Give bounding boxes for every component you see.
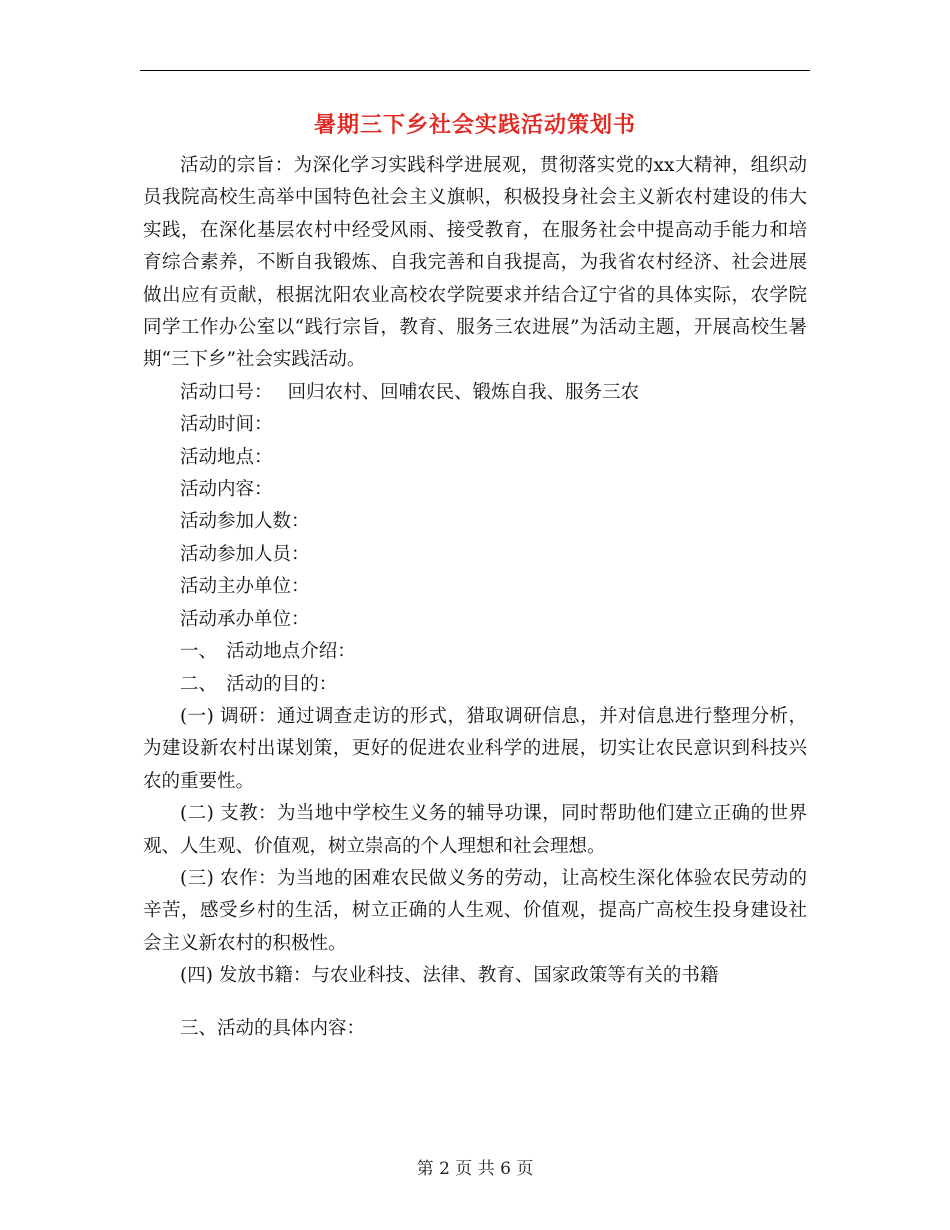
heading-section-two: 二、 活动的目的：: [180, 673, 338, 695]
paragraph-research: (一) 调研：通过调查走访的形式，猎取调研信息，并对信息进行整理分析，为建设新农村出谋划策，更好的促进农业科学的进展，切实让农民意识到科技兴农的重要性。: [143, 705, 807, 792]
paragraph-participants: 活动参加人员：: [180, 543, 310, 565]
paragraph-slogan: 活动口号： 回归农村、回哺农民、锻炼自我、服务三农: [180, 381, 640, 403]
paragraph-gap: [143, 993, 807, 1013]
paragraph-location: 活动地点：: [180, 446, 273, 468]
paragraph-time: 活动时间：: [180, 414, 273, 436]
paragraph-teaching: (二) 支教：为当地中学校生义务的辅导功课，同时帮助他们建立正确的世界观、人生观、价值观，树立崇高的个人理想和社会理想。: [143, 803, 807, 857]
document-title: 暑期三下乡社会实践活动策划书: [313, 112, 636, 138]
paragraph-participant-count: 活动参加人数：: [180, 511, 310, 533]
paragraph-organizer: 活动主办单位：: [180, 576, 310, 598]
header-rule: [140, 70, 810, 71]
paragraph-farm-work: (三) 农作：为当地的困难农民做义务的劳动，让高校生深化体验农民劳动的辛苦，感受乡村的生活，树立正确的人生观、价值观，提高广高校生投身建设社会主义新农村的积极性。: [143, 867, 807, 954]
document-body: [143, 150, 807, 1045]
paragraph-co-organizer: 活动承办单位：: [180, 608, 310, 630]
heading-section-one: 一、 活动地点介绍：: [180, 641, 356, 663]
heading-section-three: 三、活动的具体内容：: [180, 1017, 366, 1039]
paragraph-books: (四) 发放书籍：与农业科技、法律、教育、国家政策等有关的书籍: [180, 965, 719, 987]
page-number-footer: 第 2 页 共 6 页: [416, 1159, 534, 1179]
paragraph-purpose: 活动的宗旨：为深化学习实践科学进展观，贯彻落实党的xx大精神，组织动员我院高校生高举中国特色社会主义旗帜，积极投身社会主义新农村建设的伟大实践，在深化基层农村中经受风雨、接受教育，在服务社会中提高动手能力和培育综合素养，不断自我锻炼、自我完善和自我提高，为我省农村经济、社会进展做出应有贡献，根据沈阳农业高校农学院要求并结合辽宁省的具体实际，农学院同学工作办公室以“践行宗旨，教育、服务三农进展”为活动主题，开展高校生暑期“三下乡”社会实践活动。: [143, 155, 807, 371]
paragraph-content: 活动内容：: [180, 479, 273, 501]
